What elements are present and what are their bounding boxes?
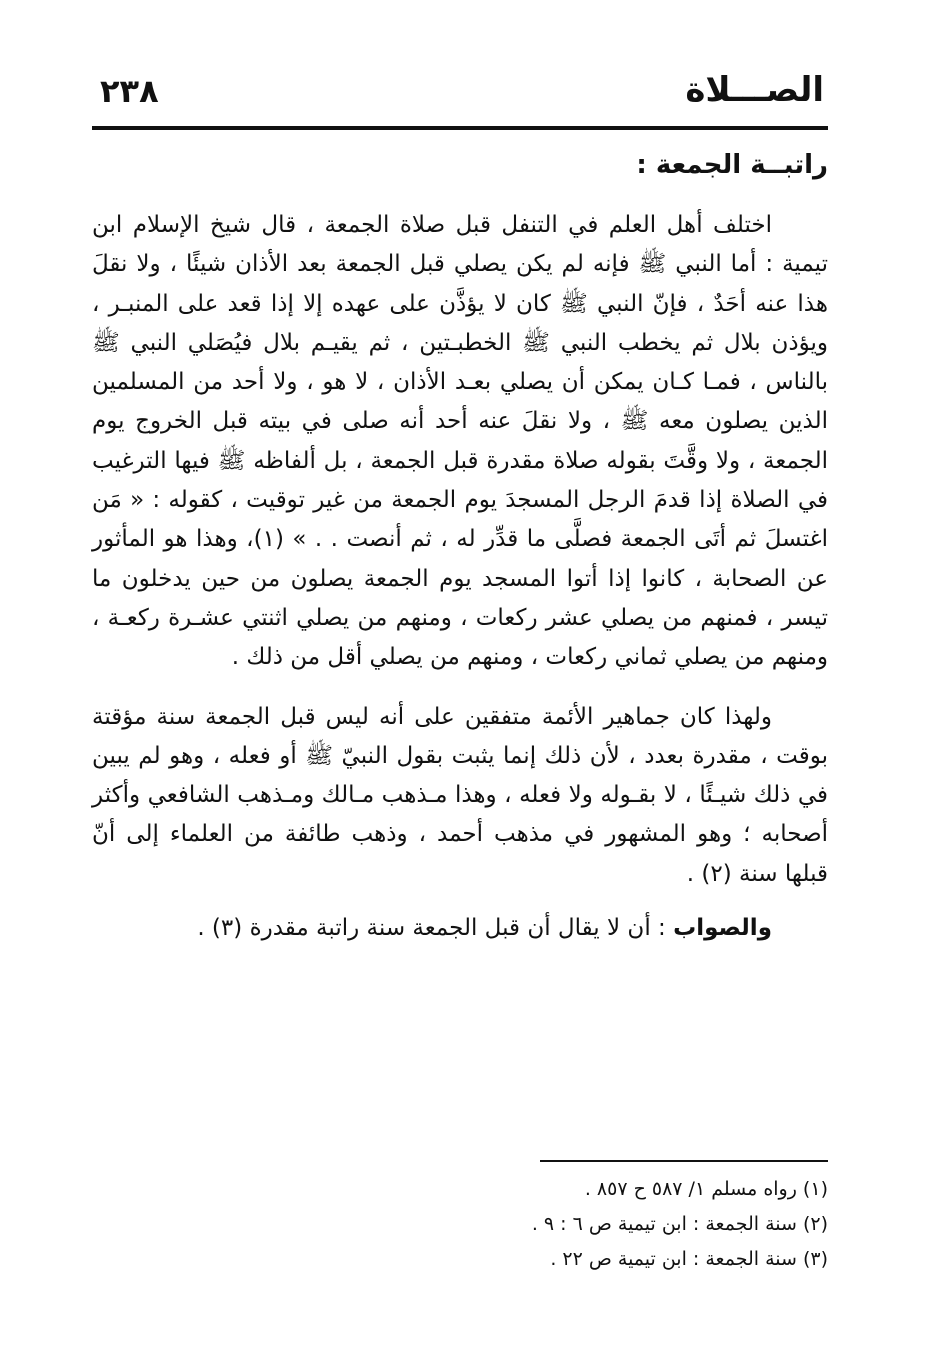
footnote-1: (١) رواه مسلم ١/ ٥٨٧ ح ٨٥٧ . [584, 1178, 828, 1200]
section-heading: راتبــة الجمعة : [636, 150, 828, 180]
main-content [92, 140, 828, 948]
header-divider [92, 126, 828, 130]
footnote-divider [540, 1160, 828, 1162]
conclusion-text: : أن لا يقال أن قبل الجمعة سنة راتبة مقدرة (٣) . [197, 915, 666, 942]
footnotes [92, 1172, 828, 1277]
paragraph-2: ولهذا كان جماهير الأئمة متفقين على أنه ليس قبل الجمعة سنة مؤقتة بوقت ، مقدرة بعدد ، لأن ذلك إنما يثبت بقول النبيّ ﷺ أو فعله ، وهو لم يبين في ذلك شيـئًا ، لا بقـوله ولا فعله ، وهذا مـذهب مـالك ومـذهب الشافعي وأكثر أصحابه ؛ وهو المشهور في مذهب أحمد ، وذهب طائفة من العلماء إلى أنّ قبلها سنة (٢) . [92, 703, 828, 887]
conclusion-lead: والصواب [673, 915, 772, 942]
page-header [92, 66, 828, 126]
conclusion-paragraph [92, 908, 828, 948]
running-title: الصـــلاة [685, 70, 824, 110]
footnote-3: (٣) سنة الجمعة : ابن تيمية ص ٢٢ . [550, 1248, 828, 1270]
paragraph-1: اختلف أهل العلم في التنفل قبل صلاة الجمعة ، قال شيخ الإسلام ابن تيمية : أما النبي ﷺ فإنه لم يكن يصلي قبل الجمعة بعد الأذان شيئًا ، ولا نقلَ هذا عنه أحَدٌ ، فإنّ النبي ﷺ كان لا يؤذَّن على عهده إلا إذا قعد على المنبـر ، ويؤذن بلال ثم يخطب النبي ﷺ الخطبـتين ، ثم يقيـم بلال فيُصَلي النبي ﷺ بالناس ، فمـا كـان يمكن أن يصلي بعـد الأذان ، لا هو ، ولا أحد من المسلمين الذين يصلون معه ﷺ ، ولا نقلَ عنه أحد أنه صلى في بيته قبل الخروج يوم الجمعة ، ولا وقَّتَ بقوله صلاة مقدرة قبل الجمعة ، بل ألفاظه ﷺ فيها الترغيب في الصلاة إذا قدمَ الرجل المسجدَ يوم الجمعة من غير توقيت ، كقوله : « مَن اغتسلَ ثم أتَى الجمعة فصلَّى ما قدِّر له ، ثم أنصت . . » (١)، وهذا هو المأثور عن الصحابة ، كانوا إذا أتوا المسجد يوم الجمعة يصلون من حين يدخلون ما تيسر ، فمنهم من يصلي عشر ركعات ، ومنهم من يصلي اثنتي عشـرة ركعـة ، ومنهم من يصلي ثماني ركعات ، ومنهم من يصلي أقل من ذلك . [92, 212, 828, 671]
page-number: ٢٣٨ [100, 72, 159, 110]
footnote-2: (٢) سنة الجمعة : ابن تيمية ص ٦ : ٩ . [531, 1213, 828, 1235]
